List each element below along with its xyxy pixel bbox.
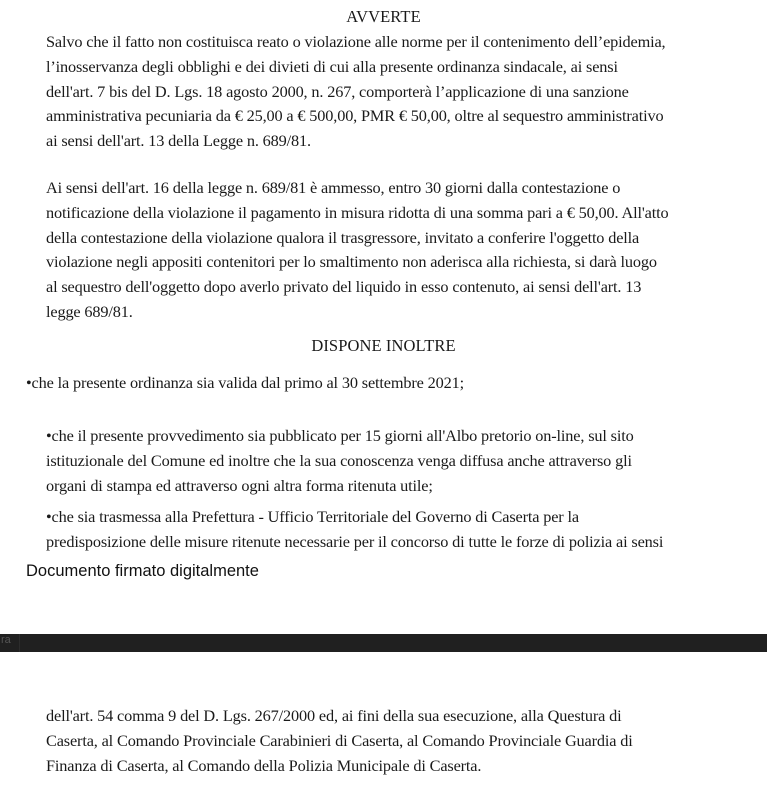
heading-dispone-inoltre: DISPONE INOLTRE [311,336,456,355]
bullet-trasmissione [46,505,746,555]
heading-avverte: AVVERTE [346,7,421,26]
text-line: Caserta, al Comando Provinciale Carabinieri di Caserta, al Comando Provinciale Guardia di [46,730,633,750]
text-line: Salvo che il fatto non costituisca reato o violazione alle norme per il contenimento dell’epidemia, [46,32,666,51]
digital-signature-footer: Documento firmato digitalmente [26,562,259,580]
text-line: Ai sensi dell'art. 16 della legge n. 689/81 è ammesso, entro 30 giorni dalla contestazione o [46,178,621,197]
text-line: violazione negli appositi contenitori per lo smaltimento non aderisca alla richiesta, si darà luogo [46,252,657,272]
paragraph-continuation [46,704,746,778]
paragraph-pagamento-ridotto [46,176,746,325]
text-line: •che la presente ordinanza sia valida dal primo al 30 settembre 2021; [26,373,464,392]
text-line: notificazione della violazione il pagamento in misura ridotta di una somma pari a € 50,00. All'atto [46,202,669,222]
text-line: legge 689/81. [46,301,133,321]
paragraph-sanzione [46,30,746,154]
text-line: istituzionale del Comune ed inoltre che la sua conoscenza venga diffusa anche attraverso gli [46,450,632,470]
text-line: ai sensi dell'art. 13 della Legge n. 689/81. [46,131,311,151]
text-line: della contestazione della violazione qualora il trasgressore, invitato a conferire l'oggetto della [46,227,640,247]
text-line: al sequestro dell'oggetto dopo averlo privato del liquido in esso contenuto, ai sensi dell'art. 13 [46,277,642,297]
text-line: •che il presente provvedimento sia pubblicato per 15 giorni all'Albo pretorio on-line, sul sito [46,426,634,445]
text-line: •che sia trasmessa alla Prefettura - Ufficio Territoriale del Governo di Caserta per la [46,507,579,526]
text-line: l’inosservanza degli obblighi e dei divieti di cui alla presente ordinanza sindacale, ai sensi [46,56,618,76]
text-line: dell'art. 54 comma 9 del D. Lgs. 267/2000 ed, ai fini della sua esecuzione, alla Questura di [46,706,622,725]
text-line: organi di stampa ed attraverso ogni altra forma ritenuta utile; [46,475,433,495]
text-line: dell'art. 7 bis del D. Lgs. 18 agosto 2000, n. 267, comporterà l’applicazione di una sanzione [46,81,629,101]
page-break-separator [0,634,767,652]
text-line: amministrativa pecuniaria da € 25,00 a € 500,00, PMR € 50,00, oltre al sequestro amministrativo [46,106,664,126]
text-line: predisposizione delle misure ritenute necessarie per il concorso di tutte le forze di polizia ai sensi [46,531,664,551]
text-line: Finanza di Caserta, al Comando della Polizia Municipale di Caserta. [46,755,482,775]
bullet-validita [26,371,726,396]
bullet-pubblicazione [46,424,746,498]
page-stub-label: ra [0,634,20,652]
document-page-bottom [0,652,767,785]
